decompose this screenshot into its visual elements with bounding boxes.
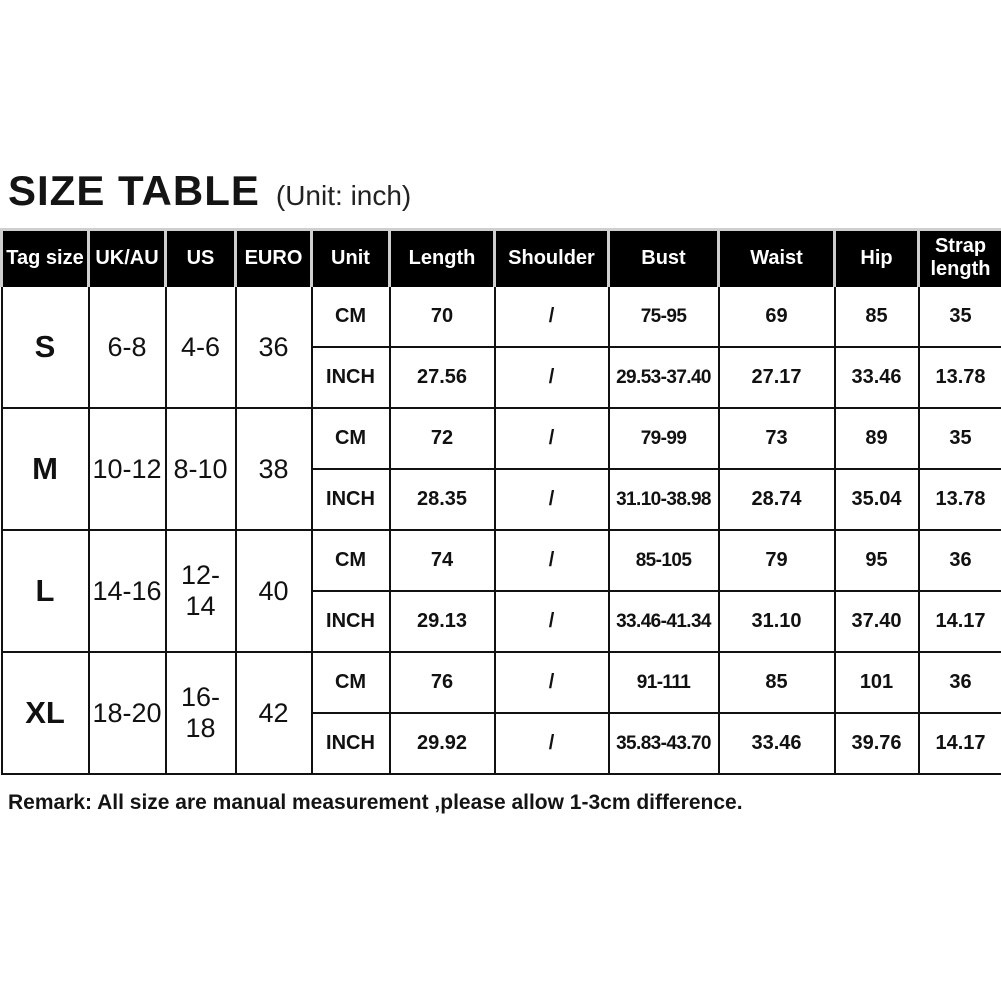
table-row-s-cm [2, 286, 1001, 347]
column-header-unit: Unit [312, 230, 390, 287]
unit-cell: CM [312, 652, 390, 713]
uk-au-cell: 18-20 [89, 652, 166, 774]
column-header-strap-length: Strap length [919, 230, 1001, 287]
hip-cell: 35.04 [835, 469, 919, 530]
hip-cell: 39.76 [835, 713, 919, 774]
length-cell: 74 [390, 530, 495, 591]
us-cell: 8-10 [166, 408, 236, 530]
bust-cell: 75-95 [609, 286, 719, 347]
strap-cell: 14.17 [919, 713, 1001, 774]
shoulder-cell: / [495, 652, 609, 713]
us-cell: 4-6 [166, 286, 236, 408]
unit-cell: CM [312, 530, 390, 591]
bust-cell: 79-99 [609, 408, 719, 469]
euro-cell: 38 [236, 408, 312, 530]
unit-cell: INCH [312, 713, 390, 774]
waist-cell: 33.46 [719, 713, 835, 774]
length-cell: 70 [390, 286, 495, 347]
strap-cell: 14.17 [919, 591, 1001, 652]
hip-cell: 37.40 [835, 591, 919, 652]
waist-cell: 31.10 [719, 591, 835, 652]
hip-cell: 33.46 [835, 347, 919, 408]
table-row-xl-cm [2, 652, 1001, 713]
hip-cell: 95 [835, 530, 919, 591]
euro-cell: 42 [236, 652, 312, 774]
unit-note: (Unit: inch) [275, 180, 412, 211]
hip-cell: 101 [835, 652, 919, 713]
bust-cell: 91-111 [609, 652, 719, 713]
bust-cell: 35.83-43.70 [609, 713, 719, 774]
unit-cell: INCH [312, 469, 390, 530]
euro-cell: 40 [236, 530, 312, 652]
column-header-bust: Bust [609, 230, 719, 287]
uk-au-cell: 10-12 [89, 408, 166, 530]
column-header-uk-au: UK/AU [89, 230, 166, 287]
table-row-l-cm [2, 530, 1001, 591]
unit-cell: INCH [312, 591, 390, 652]
header-row [2, 230, 1001, 287]
waist-cell: 85 [719, 652, 835, 713]
column-header-us: US [166, 230, 236, 287]
tag-size-cell: L [2, 530, 89, 652]
waist-cell: 27.17 [719, 347, 835, 408]
length-cell: 29.13 [390, 591, 495, 652]
waist-cell: 69 [719, 286, 835, 347]
strap-cell: 13.78 [919, 347, 1001, 408]
remark-text: Remark: All size are manual measurement ,please allow 1-3cm difference. [8, 791, 743, 814]
waist-cell: 73 [719, 408, 835, 469]
waist-cell: 79 [719, 530, 835, 591]
unit-cell: INCH [312, 347, 390, 408]
unit-cell: CM [312, 286, 390, 347]
shoulder-cell: / [495, 469, 609, 530]
hip-cell: 89 [835, 408, 919, 469]
bust-cell: 33.46-41.34 [609, 591, 719, 652]
hip-cell: 85 [835, 286, 919, 347]
column-header-hip: Hip [835, 230, 919, 287]
column-header-tag-size: Tag size [2, 230, 89, 287]
shoulder-cell: / [495, 286, 609, 347]
table-row-m-cm [2, 408, 1001, 469]
size-table [0, 228, 1001, 775]
us-cell: 12-14 [166, 530, 236, 652]
strap-cell: 35 [919, 408, 1001, 469]
tag-size-cell: S [2, 286, 89, 408]
unit-cell: CM [312, 408, 390, 469]
shoulder-cell: / [495, 713, 609, 774]
tag-size-cell: M [2, 408, 89, 530]
tag-size-cell: XL [2, 652, 89, 774]
bust-cell: 29.53-37.40 [609, 347, 719, 408]
waist-cell: 28.74 [719, 469, 835, 530]
uk-au-cell: 14-16 [89, 530, 166, 652]
euro-cell: 36 [236, 286, 312, 408]
us-cell: 16-18 [166, 652, 236, 774]
strap-cell: 35 [919, 286, 1001, 347]
strap-cell: 13.78 [919, 469, 1001, 530]
shoulder-cell: / [495, 347, 609, 408]
strap-cell: 36 [919, 530, 1001, 591]
title-row [0, 167, 1001, 215]
bust-cell: 31.10-38.98 [609, 469, 719, 530]
shoulder-cell: / [495, 408, 609, 469]
column-header-length: Length [390, 230, 495, 287]
strap-cell: 36 [919, 652, 1001, 713]
length-cell: 76 [390, 652, 495, 713]
length-cell: 29.92 [390, 713, 495, 774]
shoulder-cell: / [495, 530, 609, 591]
page-title: SIZE TABLE [8, 167, 260, 214]
shoulder-cell: / [495, 591, 609, 652]
length-cell: 72 [390, 408, 495, 469]
length-cell: 28.35 [390, 469, 495, 530]
bust-cell: 85-105 [609, 530, 719, 591]
uk-au-cell: 6-8 [89, 286, 166, 408]
length-cell: 27.56 [390, 347, 495, 408]
column-header-shoulder: Shoulder [495, 230, 609, 287]
column-header-waist: Waist [719, 230, 835, 287]
column-header-euro: EURO [236, 230, 312, 287]
